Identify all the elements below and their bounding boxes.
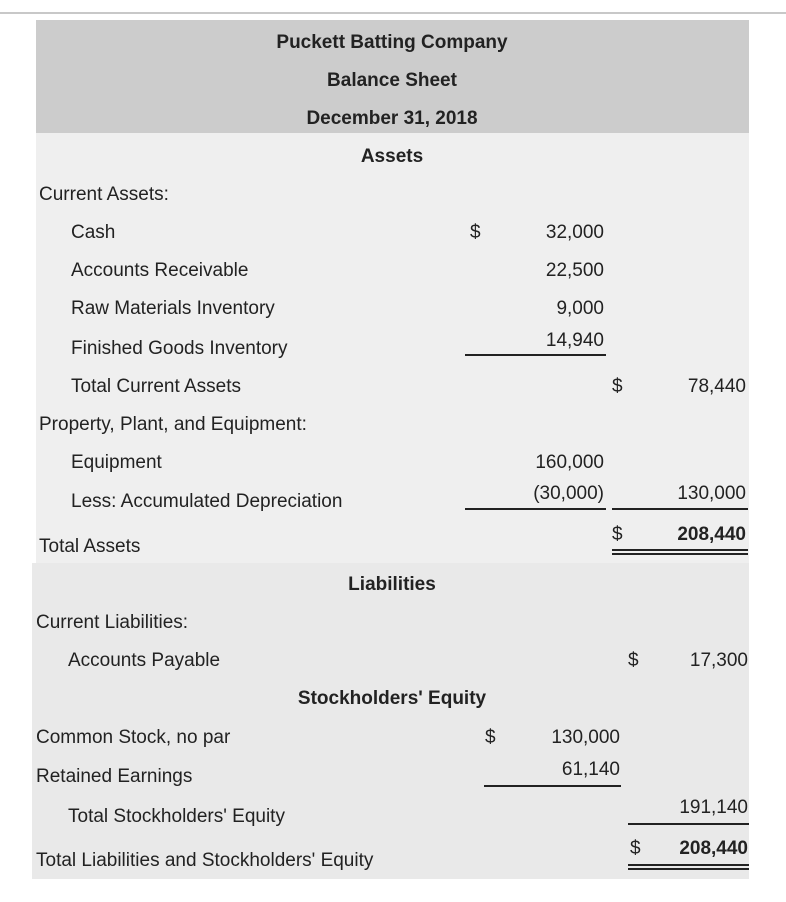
common-stock-label: Common Stock, no par [36, 727, 231, 748]
common-stock-amount: 130,000 [551, 727, 620, 748]
accounts-payable-label: Accounts Payable [68, 650, 221, 671]
common-stock-currency: $ [485, 727, 496, 748]
total-le-currency: $ [630, 838, 641, 859]
accum-dep-label: Less: Accumulated Depreciation [71, 491, 343, 512]
ppe-label: Property, Plant, and Equipment: [39, 414, 307, 435]
total-equity-label: Total Stockholders' Equity [68, 806, 285, 827]
total-le-double-underline [628, 864, 749, 870]
total-assets-amount: 208,440 [677, 524, 746, 545]
top-divider [0, 12, 786, 14]
total-le-amount: 208,440 [679, 838, 748, 859]
raw-materials-label: Raw Materials Inventory [71, 298, 275, 319]
total-current-assets-currency: $ [612, 376, 623, 397]
total-assets-currency: $ [612, 524, 623, 545]
accounts-payable-currency: $ [628, 650, 639, 671]
ppe-net-amount: 130,000 [677, 483, 746, 504]
accounts-payable-amount: 17,300 [689, 650, 748, 671]
total-equity-underline [628, 823, 749, 825]
total-assets-label: Total Assets [39, 536, 141, 557]
equipment-label: Equipment [71, 452, 162, 473]
finished-goods-amount: 14,940 [545, 330, 604, 351]
statement-title: Balance Sheet [327, 70, 457, 91]
current-assets-label: Current Assets: [39, 184, 169, 205]
cash-label: Cash [71, 222, 116, 243]
total-assets-double-underline [612, 549, 748, 555]
assets-heading: Assets [360, 146, 424, 167]
current-liabilities-label: Current Liabilities: [36, 612, 189, 633]
equipment-amount: 160,000 [535, 452, 604, 473]
raw-materials-amount: 9,000 [556, 298, 604, 319]
statement-date: December 31, 2018 [306, 108, 478, 129]
finished-goods-label: Finished Goods Inventory [71, 338, 288, 359]
liabilities-section [32, 563, 749, 879]
liabilities-heading: Liabilities [348, 574, 436, 595]
total-equity-amount: 191,140 [679, 797, 748, 818]
retained-earnings-label: Retained Earnings [36, 766, 193, 787]
company-name: Puckett Batting Company [276, 32, 508, 53]
ppe-underline [465, 508, 606, 510]
ar-amount: 22,500 [545, 260, 604, 281]
total-current-assets-label: Total Current Assets [71, 376, 242, 397]
ar-label: Accounts Receivable [71, 260, 249, 281]
total-le-label: Total Liabilities and Stockholders' Equity [36, 850, 374, 871]
current-assets-underline [465, 354, 606, 356]
equity-underline [484, 785, 621, 787]
equity-heading: Stockholders' Equity [297, 688, 487, 709]
ppe-net-underline [612, 508, 748, 510]
total-current-assets-amount: 78,440 [687, 376, 746, 397]
cash-currency: $ [470, 222, 481, 243]
cash-amount: 32,000 [545, 222, 604, 243]
retained-earnings-amount: 61,140 [561, 759, 620, 780]
accum-dep-amount: (30,000) [533, 483, 604, 504]
